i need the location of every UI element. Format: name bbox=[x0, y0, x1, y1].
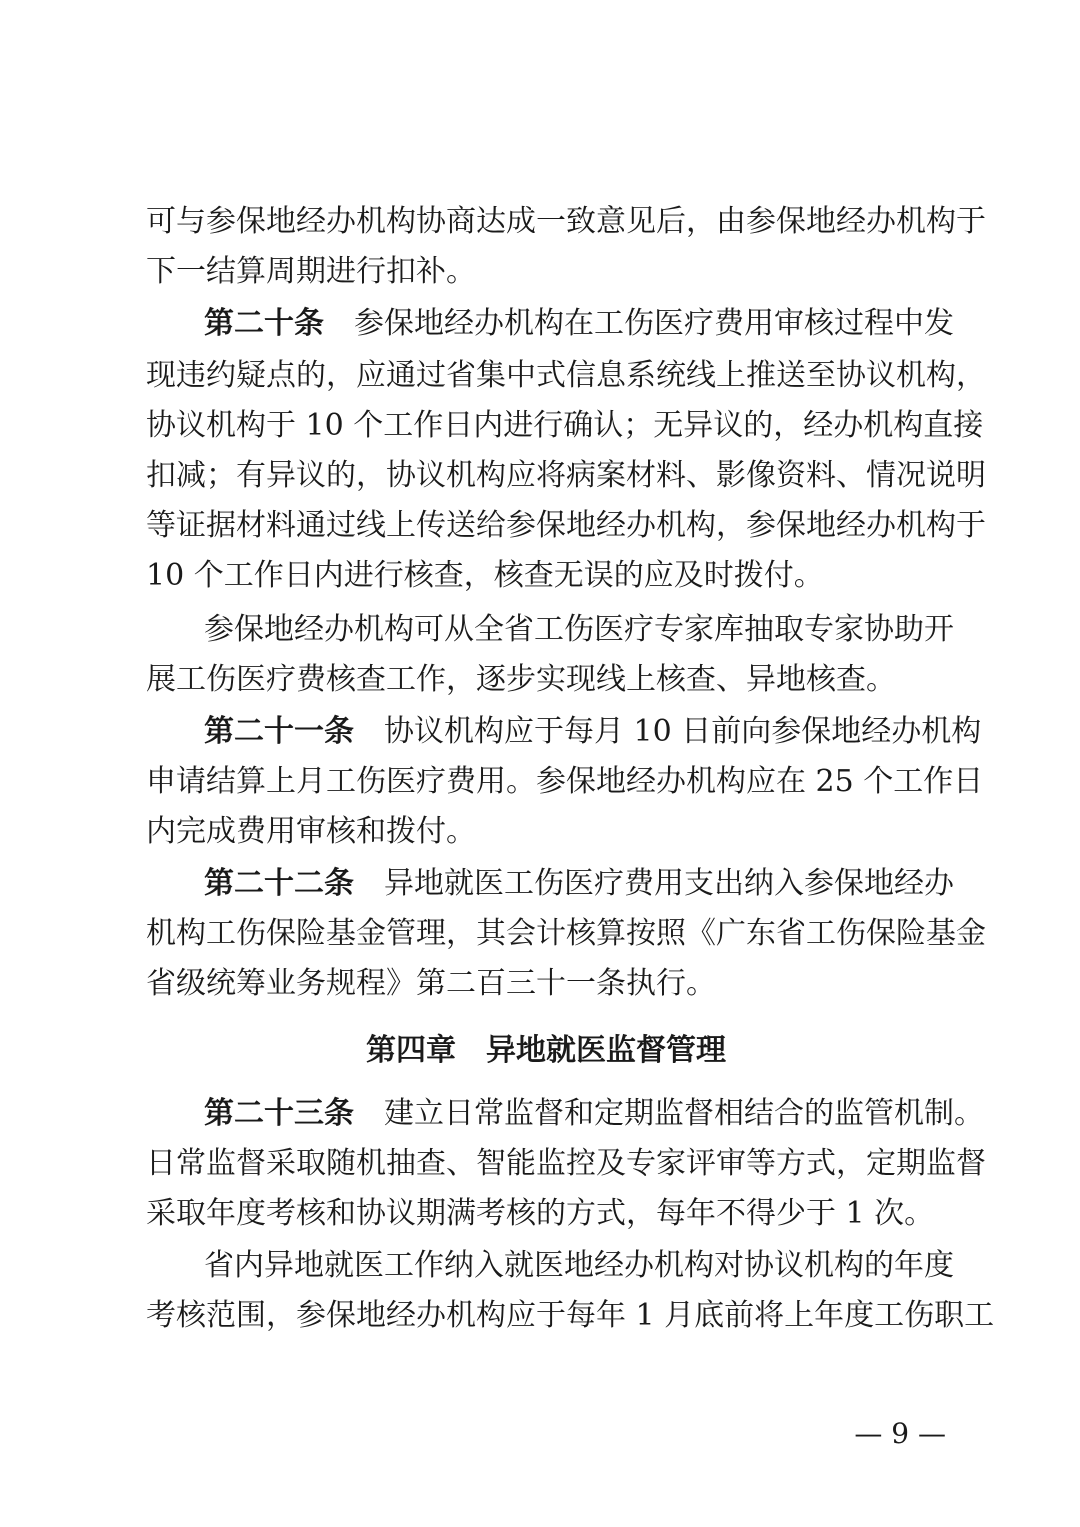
article-text: 参保地经办机构在工伤医疗费用审核过程中发 bbox=[354, 306, 954, 341]
article-heading: 第二十条 bbox=[204, 306, 324, 341]
text-line: 协议机构于 10 个工作日内进行确认；无异议的，经办机构直接 bbox=[146, 408, 984, 443]
text-line: 日常监督采取随机抽查、智能监控及专家评审等方式，定期监督 bbox=[146, 1146, 986, 1181]
text-line: 10 个工作日内进行核查，核查无误的应及时拨付。 bbox=[146, 558, 824, 593]
article-text: 协议机构应于每月 10 日前向参保地经办机构 bbox=[384, 714, 982, 749]
article-heading: 第二十二条 bbox=[204, 866, 354, 901]
text-line: 可与参保地经办机构协商达成一致意见后，由参保地经办机构于 bbox=[146, 204, 986, 239]
article-heading: 第二十三条 bbox=[204, 1096, 354, 1131]
text-line: 展工伤医疗费核查工作，逐步实现线上核查、异地核查。 bbox=[146, 662, 896, 697]
text-line: 采取年度考核和协议期满考核的方式，每年不得少于 1 次。 bbox=[146, 1196, 935, 1231]
text-line: 参保地经办机构可从全省工伤医疗专家库抽取专家协助开 bbox=[204, 612, 954, 647]
article-23-first-line bbox=[204, 1088, 984, 1140]
chapter-heading bbox=[146, 1025, 946, 1077]
page-number: — 9 — bbox=[854, 1417, 946, 1450]
text-line: 下一结算周期进行扣补。 bbox=[146, 254, 476, 289]
text-line: 内完成费用审核和拨付。 bbox=[146, 814, 476, 849]
text-line: 考核范围，参保地经办机构应于每年 1 月底前将上年度工伤职工 bbox=[146, 1298, 995, 1333]
article-text: 建立日常监督和定期监督相结合的监管机制。 bbox=[384, 1096, 984, 1131]
article-heading: 第二十一条 bbox=[204, 714, 354, 749]
chapter-title: 异地就医监督管理 bbox=[486, 1033, 726, 1068]
article-22-first-line bbox=[204, 858, 954, 910]
text-line: 等证据材料通过线上传送给参保地经办机构，参保地经办机构于 bbox=[146, 508, 986, 543]
text-line: 扣减；有异议的，协议机构应将病案材料、影像资料、情况说明 bbox=[146, 458, 986, 493]
text-line: 省内异地就医工作纳入就医地经办机构对协议机构的年度 bbox=[204, 1248, 954, 1283]
chapter-number: 第四章 bbox=[366, 1033, 456, 1068]
article-20-first-line bbox=[204, 298, 954, 350]
article-21-first-line bbox=[204, 706, 982, 758]
text-line: 申请结算上月工伤医疗费用。参保地经办机构应在 25 个工作日 bbox=[146, 764, 984, 799]
text-line: 机构工伤保险基金管理，其会计核算按照《广东省工伤保险基金 bbox=[146, 916, 986, 951]
text-line: 现违约疑点的，应通过省集中式信息系统线上推送至协议机构， bbox=[146, 358, 986, 393]
text-line: 省级统筹业务规程》第二百三十一条执行。 bbox=[146, 966, 716, 1001]
article-text: 异地就医工伤医疗费用支出纳入参保地经办 bbox=[384, 866, 954, 901]
